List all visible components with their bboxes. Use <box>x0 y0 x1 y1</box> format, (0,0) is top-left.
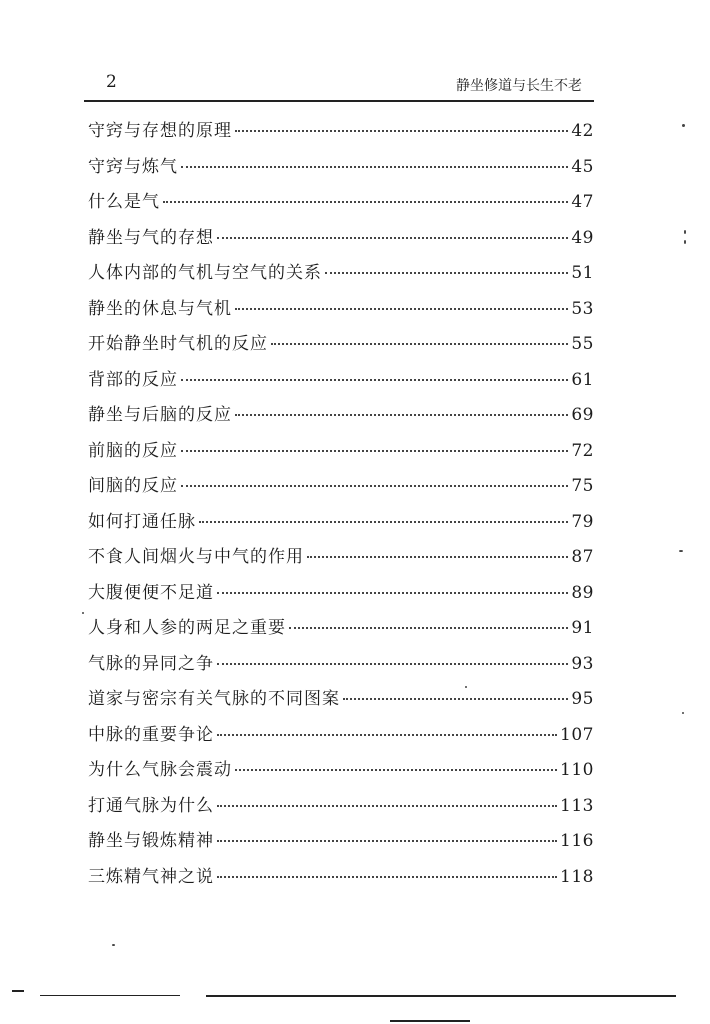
toc-dot-leader <box>217 734 557 736</box>
toc-dot-leader <box>217 876 557 878</box>
toc-dot-leader <box>307 556 568 558</box>
toc-entry-page: 49 <box>571 227 594 248</box>
toc-dot-leader <box>271 343 568 345</box>
toc-entry-page: 47 <box>571 192 594 212</box>
toc-dot-leader <box>235 308 568 310</box>
toc-dot-leader <box>163 201 568 203</box>
toc-dot-leader <box>199 521 568 523</box>
toc-entry <box>88 152 594 188</box>
toc-entry-title: 不食人间烟火与中气的作用 <box>88 547 304 567</box>
toc-entry-page: 51 <box>571 263 594 283</box>
toc-dot-leader <box>181 485 568 487</box>
toc-entry-page: 61 <box>571 369 594 390</box>
page-number: 2 <box>106 72 117 92</box>
toc-entry <box>88 791 594 827</box>
toc-entry-title: 人身和人参的两足之重要 <box>88 618 286 638</box>
toc-entry <box>88 826 594 862</box>
page-header <box>84 66 594 102</box>
toc-entry-title: 守窍与存想的原理 <box>88 121 232 141</box>
toc-entry-title: 如何打通任脉 <box>88 511 196 532</box>
table-of-contents <box>88 116 594 897</box>
toc-entry-page: 69 <box>571 405 594 425</box>
toc-entry-page: 116 <box>560 831 594 851</box>
toc-entry <box>88 862 594 898</box>
scan-speck <box>684 230 686 234</box>
scan-speck <box>112 944 115 946</box>
toc-dot-leader <box>181 379 568 381</box>
scan-speck <box>465 686 467 688</box>
toc-dot-leader <box>235 769 557 771</box>
toc-entry-title: 静坐与后脑的反应 <box>88 405 232 425</box>
toc-entry <box>88 613 594 649</box>
toc-entry-title: 间脑的反应 <box>88 476 178 496</box>
toc-entry-title: 前脑的反应 <box>88 440 178 461</box>
toc-entry-title: 道家与密宗有关气脉的不同图案 <box>88 689 340 709</box>
scan-speck <box>679 550 683 552</box>
toc-entry-title: 三炼精气神之说 <box>88 866 214 887</box>
toc-entry-page: 91 <box>571 618 594 638</box>
scan-edge-mark <box>12 990 24 992</box>
toc-entry <box>88 720 594 756</box>
toc-entry <box>88 471 594 507</box>
toc-dot-leader <box>217 663 568 665</box>
toc-dot-leader <box>235 414 568 416</box>
toc-entry-page: 110 <box>560 760 594 780</box>
running-title: 静坐修道与长生不老 <box>456 78 582 94</box>
toc-dot-leader <box>217 237 568 239</box>
toc-dot-leader <box>343 698 568 700</box>
toc-entry <box>88 294 594 330</box>
toc-entry-page: 45 <box>571 156 594 177</box>
toc-entry-page: 113 <box>560 795 594 816</box>
toc-dot-leader <box>217 840 557 842</box>
toc-entry-title: 为什么气脉会震动 <box>88 760 232 780</box>
toc-entry-title: 静坐与气的存想 <box>88 227 214 248</box>
scan-bottom-rule-lower <box>390 1020 470 1022</box>
toc-dot-leader <box>181 166 568 168</box>
toc-entry-title: 打通气脉为什么 <box>88 795 214 816</box>
toc-dot-leader <box>217 592 568 594</box>
toc-entry-title: 中脉的重要争论 <box>88 724 214 745</box>
toc-entry <box>88 400 594 436</box>
toc-entry-page: 87 <box>571 547 594 567</box>
toc-entry <box>88 223 594 259</box>
toc-entry-title: 大腹便便不足道 <box>88 582 214 603</box>
scan-speck <box>682 712 684 714</box>
toc-entry-title: 背部的反应 <box>88 369 178 390</box>
scan-speck <box>682 124 685 127</box>
toc-entry-page: 107 <box>560 724 594 745</box>
toc-entry-title: 什么是气 <box>88 192 160 212</box>
toc-entry-title: 气脉的异同之争 <box>88 653 214 674</box>
scan-bottom-rule-right <box>206 995 676 997</box>
toc-entry <box>88 329 594 365</box>
toc-entry-page: 55 <box>571 334 594 354</box>
toc-entry-page: 72 <box>571 440 594 461</box>
toc-entry-page: 75 <box>571 476 594 496</box>
toc-entry <box>88 649 594 685</box>
toc-entry-title: 人体内部的气机与空气的关系 <box>88 263 322 283</box>
scan-speck <box>684 240 686 244</box>
toc-entry-page: 93 <box>571 653 594 674</box>
toc-entry-page: 79 <box>571 511 594 532</box>
toc-dot-leader <box>217 805 557 807</box>
toc-entry-page: 95 <box>571 689 594 709</box>
toc-entry <box>88 365 594 401</box>
toc-entry-page: 42 <box>571 121 594 141</box>
toc-entry <box>88 258 594 294</box>
toc-entry-page: 118 <box>560 866 594 887</box>
toc-entry-title: 守窍与炼气 <box>88 156 178 177</box>
toc-entry-title: 静坐的休息与气机 <box>88 298 232 319</box>
toc-entry-page: 89 <box>571 582 594 603</box>
toc-dot-leader <box>325 272 568 274</box>
toc-entry-title: 静坐与锻炼精神 <box>88 831 214 851</box>
toc-dot-leader <box>235 130 568 132</box>
toc-entry <box>88 542 594 578</box>
toc-entry <box>88 507 594 543</box>
toc-entry-page: 53 <box>571 298 594 319</box>
toc-entry <box>88 684 594 720</box>
toc-entry-title: 开始静坐时气机的反应 <box>88 334 268 354</box>
toc-entry <box>88 436 594 472</box>
toc-dot-leader <box>289 627 568 629</box>
toc-entry <box>88 755 594 791</box>
scan-bottom-rule-left <box>40 995 180 996</box>
toc-entry <box>88 187 594 223</box>
toc-entry <box>88 578 594 614</box>
toc-dot-leader <box>181 450 568 452</box>
toc-entry <box>88 116 594 152</box>
scan-speck <box>82 612 84 614</box>
